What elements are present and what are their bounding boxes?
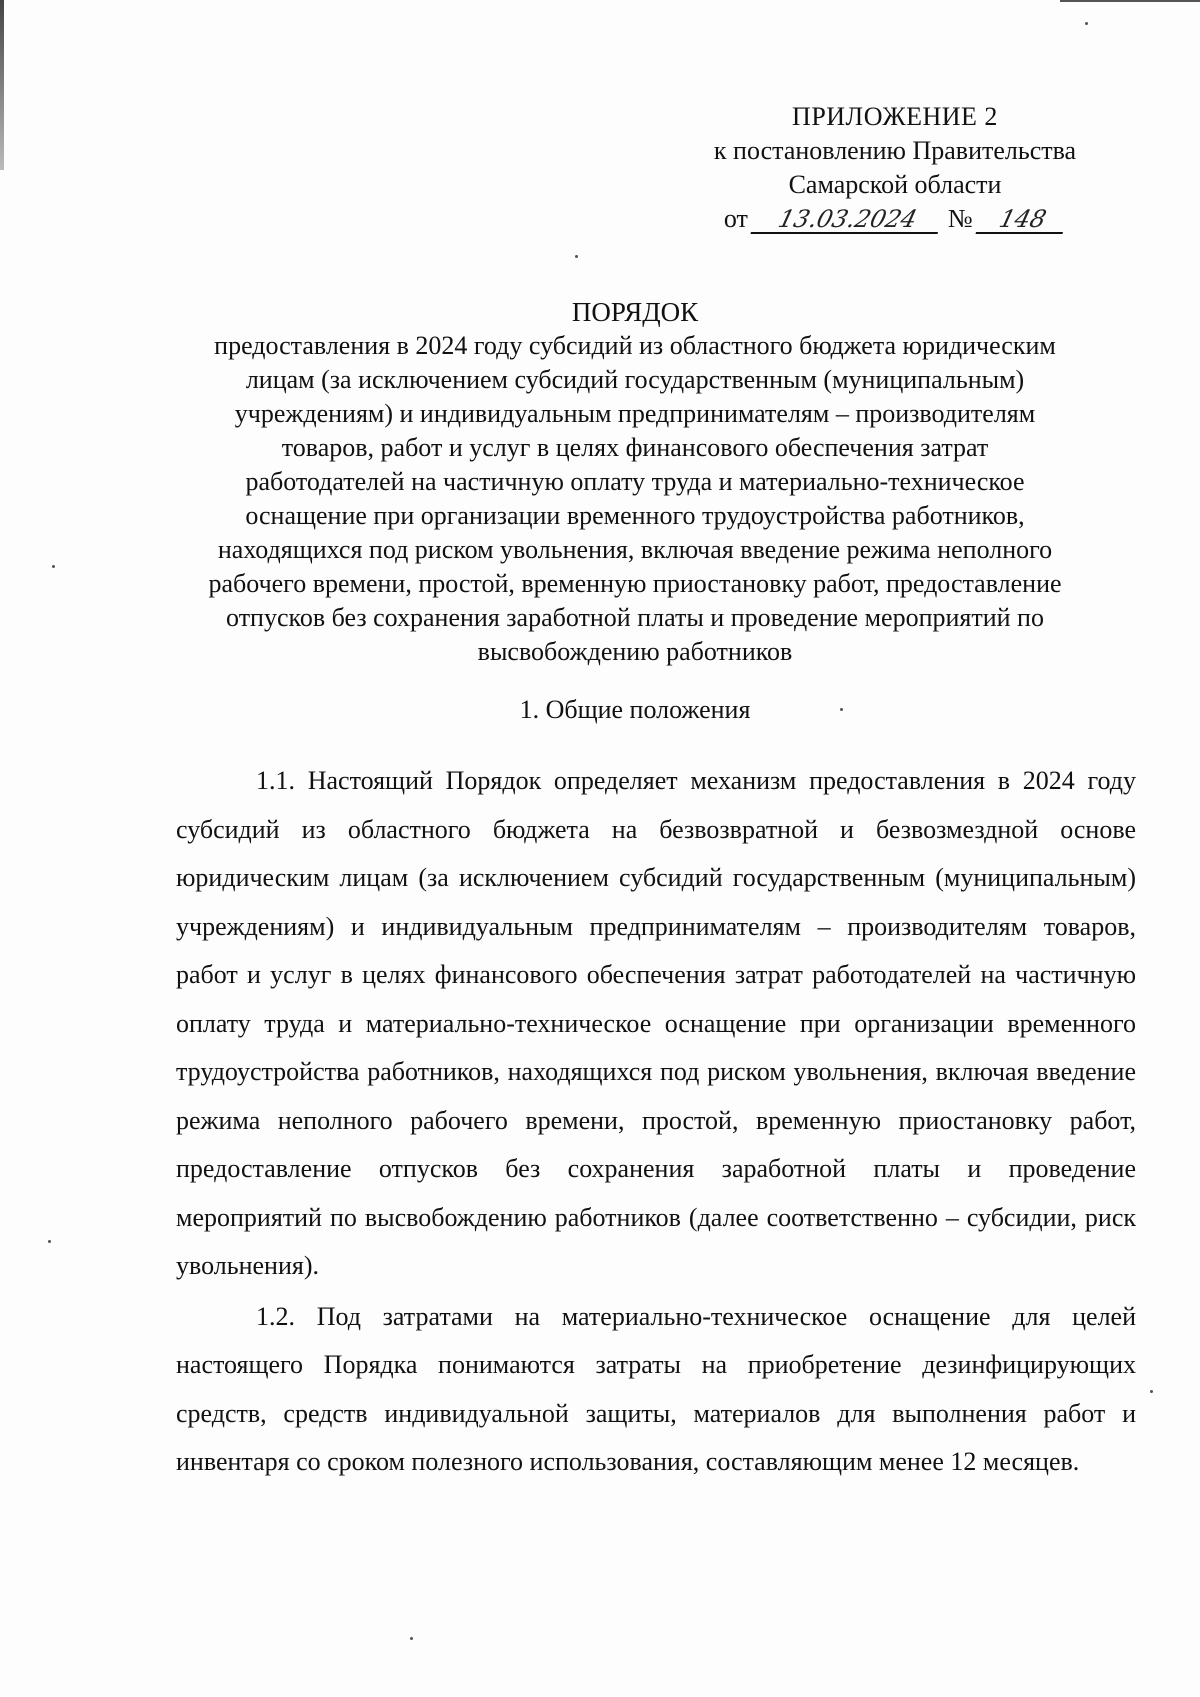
subtitle-line: товаров, работ и услуг в целях финансового обеспечения затрат (281, 433, 989, 462)
subtitle-line: учреждениям) и индивидуальным предпринимателям – производителям (234, 399, 1036, 428)
subtitle-line: высвобождению работников (477, 637, 793, 666)
scan-speck (840, 708, 843, 711)
subtitle-line: рабочего времени, простой, временную приостановку работ, предоставление (208, 569, 1062, 598)
subtitle-line: оснащение при организации временного трудоустройства работников, (245, 501, 1025, 530)
section-body (176, 757, 1136, 1487)
document-title-block (170, 295, 1100, 669)
subtitle-line: находящихся под риском увольнения, включая введение режима неполного (217, 535, 1053, 564)
handwritten-date: 13.03.2024 (751, 206, 945, 234)
document-heading: ПОРЯДОК (571, 297, 699, 327)
annex-line: к постановлению Правительства (713, 136, 1077, 165)
scan-speck (575, 255, 578, 258)
subtitle-line: лицам (за исключением субсидий государственным (муниципальным) (245, 365, 1025, 394)
annex-title: ПРИЛОЖЕНИЕ 2 (792, 102, 998, 131)
from-label: от (723, 204, 748, 233)
scan-speck (1085, 22, 1088, 25)
scan-edge (0, 0, 4, 170)
handwritten-number: 148 (976, 206, 1070, 234)
scan-speck (52, 565, 55, 568)
subtitle-line: предоставления в 2024 году субсидий из областного бюджета юридическим (214, 331, 1056, 360)
paragraph-1-2: 1.2. Под затратами на материально-техническое оснащение для целей настоящего Порядка понимаются затраты на приобретение дезинфицирующих средств, средств индивидуальной защиты, материалов для выполнения работ и инвентаря со сроком полезного использования, составляющим менее 12 месяцев. (176, 1301, 1136, 1476)
scan-speck (1150, 1390, 1153, 1393)
paragraph-1-1: 1.1. Настоящий Порядок определяет механизм предоставления в 2024 году субсидий из областного бюджета на безвозвратной и безвозмездной основе юридическим лицам (за исключением субсидий государственным (муниципальным) учреждениям) и индивидуальным предпринимателям – производителям товаров, работ и услуг в целях финансового обеспечения затрат работодателей на частичную оплату труда и материально-техническое оснащение при организации временного трудоустройства работников, находящихся под риском увольнения, включая введение режима неполного рабочего времени, простой, временную приостановку работ, предоставление отпусков без сохранения заработной платы и проведение мероприятий по высвобождению работников (далее соответственно – субсидии, риск увольнения). (176, 766, 1136, 1280)
section-heading: 1. Общие положения (519, 695, 751, 724)
subtitle-line: работодателей на частичную оплату труда и материально-техническое (245, 467, 1025, 496)
scan-edge (1060, 0, 1200, 2)
subtitle-line: отпусков без сохранения заработной платы и проведение мероприятий по (226, 603, 1044, 632)
number-label: № (947, 204, 973, 233)
annex-block (690, 100, 1100, 236)
scan-speck (410, 1637, 413, 1640)
scan-speck (48, 1240, 51, 1243)
annex-line: Самарской области (788, 170, 1002, 199)
annex-date-line (690, 202, 1100, 236)
